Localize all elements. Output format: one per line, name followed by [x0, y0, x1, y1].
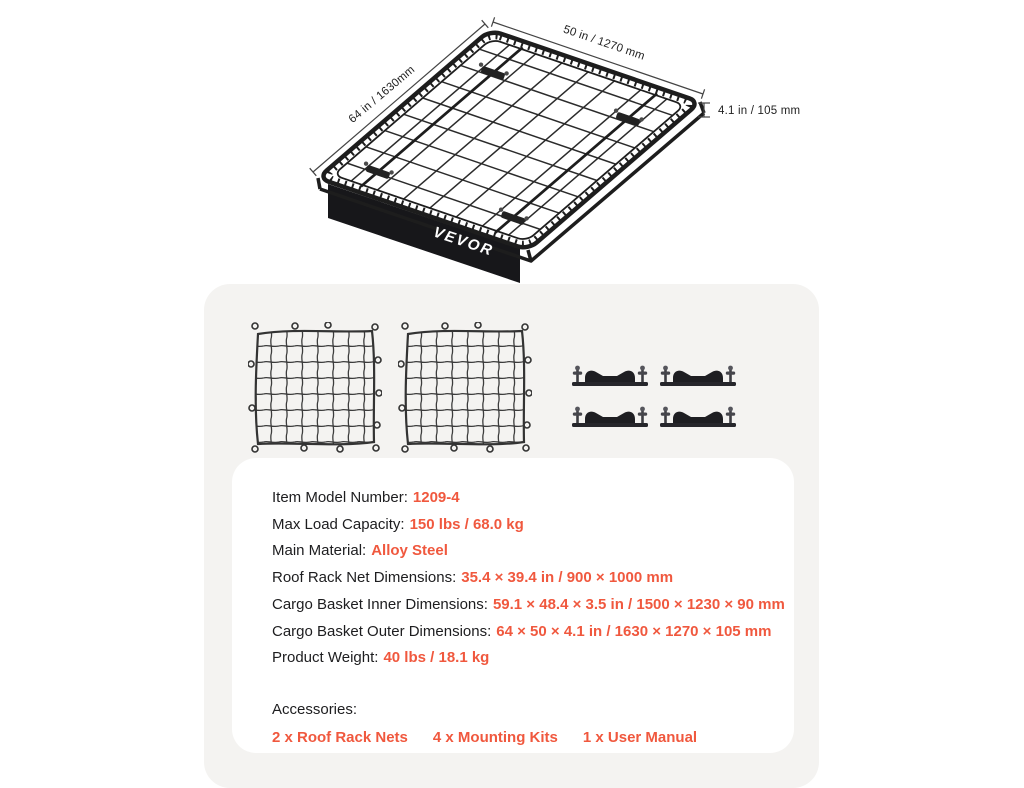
cargo-basket-diagram: [0, 0, 1024, 336]
mounting-kit-image-3: [570, 399, 650, 435]
mounting-kit-image-2: [658, 358, 738, 394]
spec-label: Product Weight:: [272, 649, 379, 667]
cargo-net-image-1: [248, 322, 382, 454]
spec-value: 35.4 × 39.4 in / 900 × 1000 mm: [461, 569, 674, 587]
dimension-label-length: 64 in / 1630mm: [346, 63, 418, 126]
vevor-logo: VEVOR: [431, 223, 496, 260]
spec-row: [272, 645, 764, 672]
accessories-title: Accessories:: [272, 700, 358, 718]
spec-row: [272, 592, 785, 619]
spec-label: Main Material:: [272, 542, 367, 560]
spec-label: Max Load Capacity:: [272, 515, 405, 533]
basket-front-plate: [328, 184, 520, 283]
spec-value: 64 × 50 × 4.1 in / 1630 × 1270 × 105 mm: [496, 622, 772, 640]
spec-value: 1209-4: [412, 489, 460, 506]
spec-label: Roof Rack Net Dimensions:: [272, 569, 457, 587]
cargo-net-image-2: [398, 322, 532, 454]
spec-row: [272, 485, 764, 512]
spec-value: 150 lbs / 68.0 kg: [409, 515, 524, 533]
accessories-row: [272, 724, 764, 751]
spec-label: Cargo Basket Outer Dimensions:: [272, 622, 492, 640]
spec-card: [232, 458, 794, 753]
dimension-label-height: 4.1 in / 105 mm: [718, 105, 801, 117]
mounting-kit-image-1: [570, 358, 650, 394]
spec-label: Cargo Basket Inner Dimensions:: [272, 595, 488, 613]
dimension-label-width: 50 in / 1270 mm: [561, 23, 647, 63]
spec-row: [272, 565, 764, 592]
accessory-item: 2 x Roof Rack Nets: [272, 728, 408, 746]
accessory-item: 4 x Mounting Kits: [432, 728, 558, 746]
spec-row: [272, 619, 772, 646]
mounting-kit-image-4: [658, 399, 738, 435]
spec-row: [272, 538, 764, 565]
spec-value: Alloy Steel: [371, 542, 448, 560]
spec-row: [272, 512, 764, 539]
accessory-item: 1 x User Manual: [582, 728, 698, 746]
spec-label: Item Model Number:: [272, 489, 408, 506]
spec-value: 59.1 × 48.4 × 3.5 in / 1500 × 1230 × 90 mm: [492, 595, 785, 613]
spec-value: 40 lbs / 18.1 kg: [383, 649, 490, 667]
